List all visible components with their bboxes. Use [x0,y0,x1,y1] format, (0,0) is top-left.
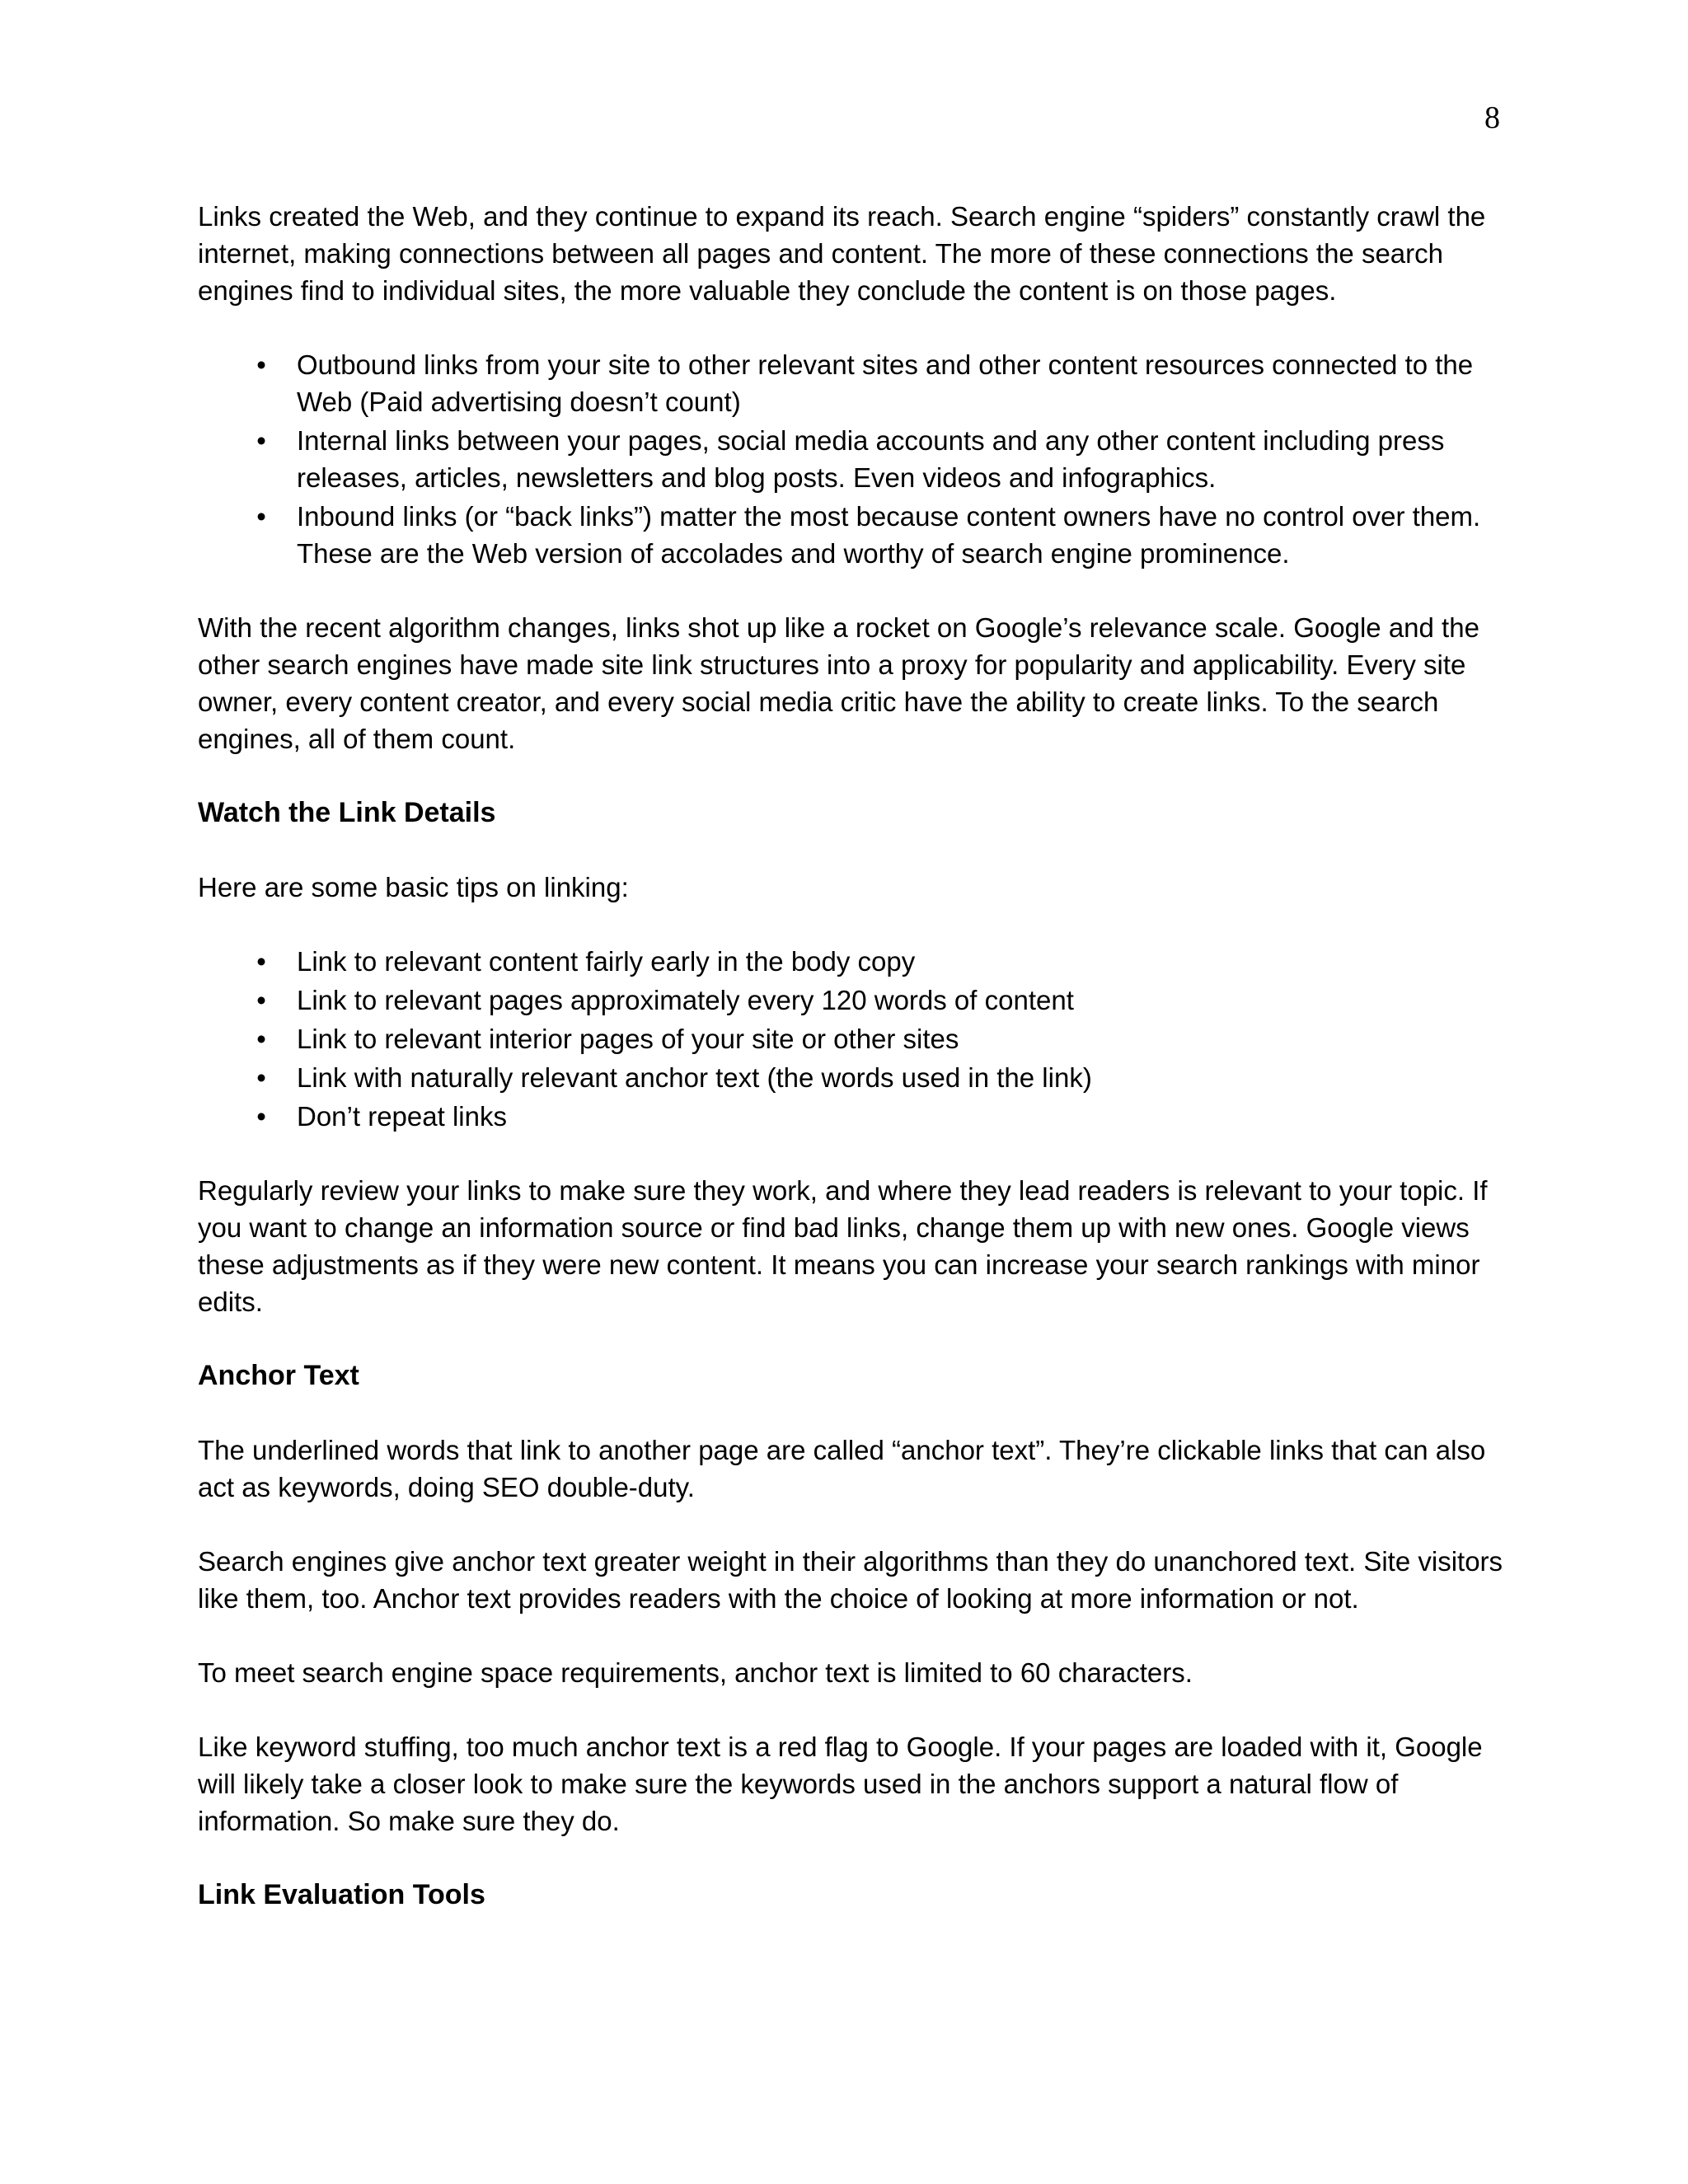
bullet-icon: • [256,946,266,977]
tips-intro: Here are some basic tips on linking: [198,872,629,902]
section-heading-evaluation-tools: Link Evaluation Tools [198,1879,485,1910]
list-item-text: Link with naturally relevant anchor text (the words used in the link) [297,1062,1092,1093]
list-item [198,1059,1517,1096]
bullet-icon: • [256,985,266,1015]
bullet-icon: • [256,425,266,456]
review-links-paragraph: Regularly review your links to make sure they work, and where they lead readers is relevant to your topic. If you want to change an information source or find bad links, change them up with new ones. Google views these adjustments as if they were new content. It means you can increase your search rankings with minor edits. [198,1175,1488,1317]
section-heading-anchor-text: Anchor Text [198,1360,359,1391]
list-item [198,943,1517,980]
list-item-text: Outbound links from your site to other relevant sites and other content resources connected to the Web (Paid advertising doesn’t count) [297,349,1474,417]
list-item-text: Inbound links (or “back links”) matter the most because content owners have no control over them. These are the Web version of accolades and worthy of search engine prominence. [297,501,1481,569]
bullet-icon: • [256,1101,266,1132]
list-item [198,1098,1517,1135]
list-item-text: Internal links between your pages, social media accounts and any other content including press releases, articles, newsletters and blog posts. Even videos and infographics. [297,425,1445,493]
list-item [198,982,1517,1019]
anchor-text-paragraph-4: Like keyword stuffing, too much anchor text is a red flag to Google. If your pages are loaded with it, Google will likely take a closer look to make sure the keywords used in the anchors support a natural flow of information. So make sure they do. [198,1732,1483,1836]
section-heading-link-details: Watch the Link Details [198,797,496,828]
list-item-text: Link to relevant pages approximately every 120 words of content [297,985,1074,1015]
algorithm-paragraph: With the recent algorithm changes, links shot up like a rocket on Google’s relevance scale. Google and the other search engines have made site link structures into a proxy for popularity and applicability. Every site owner, every content creator, and every social media critic have the ability to create links. To the search engines, all of them count. [198,612,1479,754]
link-types-list [198,346,1517,572]
list-item-text: Don’t repeat links [297,1101,507,1132]
bullet-icon: • [256,1062,266,1093]
list-item [198,346,1517,420]
list-item [198,1020,1517,1057]
anchor-text-paragraph-2: Search engines give anchor text greater weight in their algorithms than they do unanchored text. Site visitors like them, too. Anchor text provides readers with the choice of looking at more information or not. [198,1546,1503,1614]
anchor-text-paragraph-1: The underlined words that link to another page are called “anchor text”. They’re clickable links that can also act as keywords, doing SEO double-duty. [198,1435,1486,1502]
list-item-text: Link to relevant content fairly early in the body copy [297,946,916,977]
linking-tips-list [198,943,1517,1135]
bullet-icon: • [256,501,266,532]
list-item-text: Link to relevant interior pages of your site or other sites [297,1024,959,1054]
page-number: 8 [1484,101,1500,135]
list-item [198,422,1517,496]
list-item [198,498,1517,572]
intro-paragraph: Links created the Web, and they continue to expand its reach. Search engine “spiders” constantly crawl the internet, making connections between all pages and content. The more of these connections the search engines find to individual sites, the more valuable they conclude the content is on those pages. [198,201,1486,306]
document-body [198,198,1517,1951]
anchor-text-paragraph-3: To meet search engine space requirements, anchor text is limited to 60 characters. [198,1657,1193,1688]
bullet-icon: • [256,349,266,380]
bullet-icon: • [256,1024,266,1054]
